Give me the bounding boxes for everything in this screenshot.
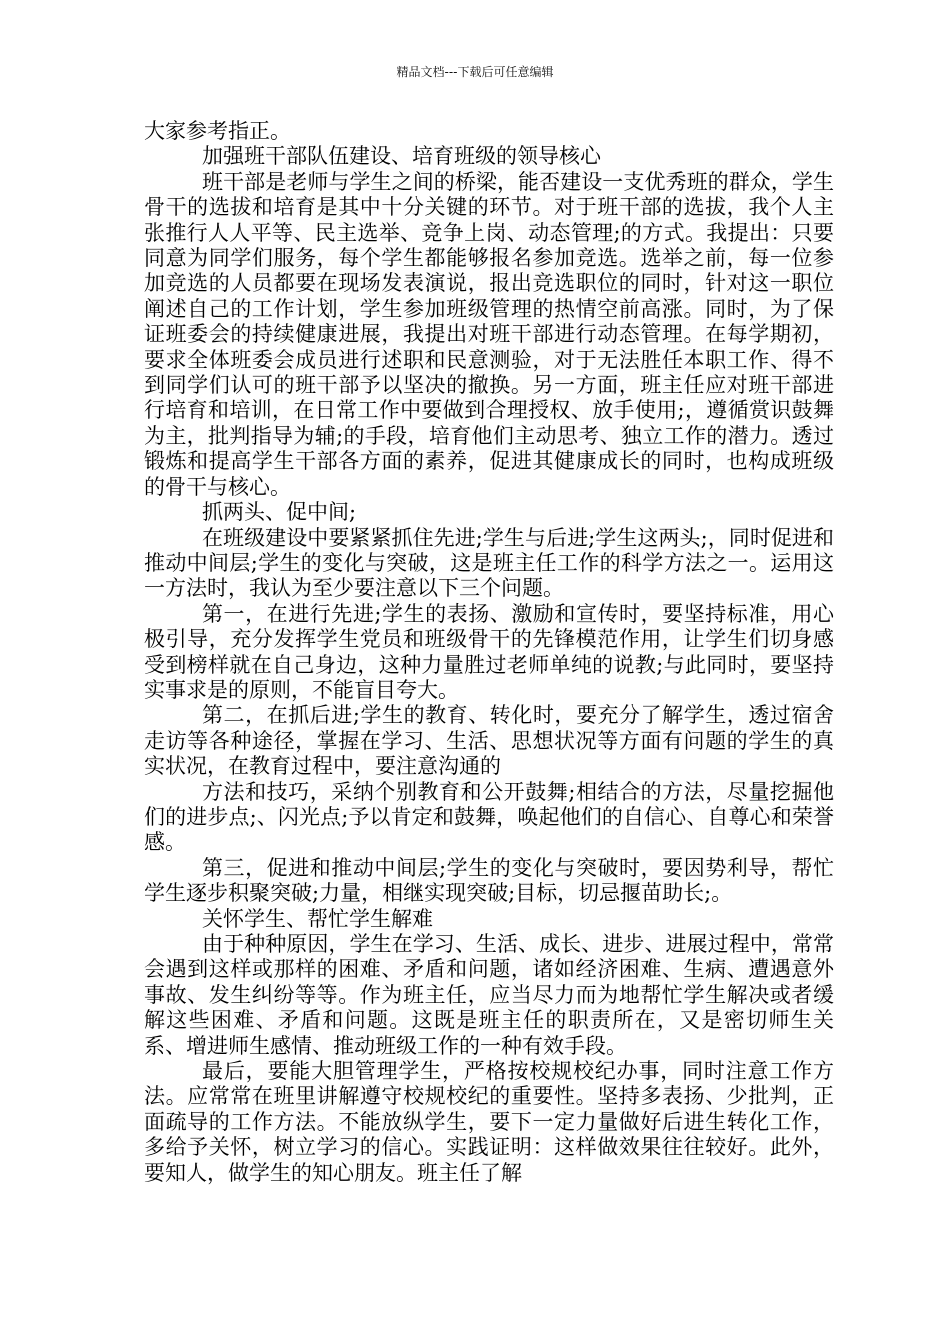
section-heading-care-students: 关怀学生、帮忙学生解难 (202, 906, 433, 931)
paragraph-care-students: 由于种种原因，学生在学习、生活、成长、进步、进展过程中，常常会遇到这样或那样的困难、矛盾和问题，诸如经济困难、生病、遭遇意外事故、发生纠纷等等。作为班主任，应当尽力而为地帮忙学生解决或者缓解这些困难、矛盾和问题。这既是班主任的职责所在，又是密切师生关系、增进师生感情、推动班级工作的一种有效手段。 (144, 932, 834, 1058)
section-heading-class-cadre: 加强班干部队伍建设、培育班级的领导核心 (202, 144, 601, 169)
section-heading-both-ends: 抓两头、促中间; (202, 500, 357, 525)
paragraph-both-ends: 在班级建设中要紧紧抓住先进;学生与后进;学生这两头;，同时促进和推动中间层;学生的变化与突破，这是班主任工作的科学方法之一。运用这一方法时，我认为至少要注意以下三个问题。 (144, 525, 834, 601)
paragraph-class-cadre: 班干部是老师与学生之间的桥梁，能否建设一支优秀班的群众，学生骨干的选拔和培育是其中十分关键的环节。对于班干部的选拔，我个人主张推行人人平等、民主选举、竞争上岗、动态管理;的方式。我提出：只要同意为同学们服务，每个学生都能够报名参加竞选。选举之前，每一位参加竞选的人员都要在现场发表演说，报出竞选职位的同时，针对这一职位阐述自己的工作计划，学生参加班级管理的热情空前高涨。同时，为了保证班委会的持续健康进展，我提出对班干部进行动态管理。在每学期初，要求全体班委会成员进行述职和民意测验，对于无法胜任本职工作、得不到同学们认可的班干部予以坚决的撤换。另一方面，班主任应对班干部进行培育和培训，在日常工作中要做到合理授权、放手使用;，遵循赏识鼓舞为主，批判指导为辅;的手段，培育他们主动思考、独立工作的潜力。透过锻炼和提高学生干部各方面的素养，促进其健康成长的同时，也构成班级的骨干与核心。 (144, 169, 834, 499)
document-body (144, 119, 834, 1186)
paragraph-second-point-continued: 方法和技巧，采纳个别教育和公开鼓舞;相结合的方法，尽量挖掘他们的进步点;、闪光点;予以肯定和鼓舞，唤起他们的自信心、自尊心和荣誉感。 (144, 779, 834, 855)
paragraph-closing-line: 大家参考指正。 (144, 119, 291, 143)
page-header: 精品文档---下载后可任意编辑 (396, 65, 554, 79)
paragraph-second-point: 第二，在抓后进;学生的教育、转化时，要充分了解学生，透过宿舍走访等各种途径，掌握在学习、生活、思想状况等方面有问题的学生的真实状况，在教育过程中，要注意沟通的 (144, 703, 834, 779)
paragraph-third-point: 第三，促进和推动中间层;学生的变化与突破时，要因势利导，帮忙学生逐步积聚突破;力量，相继实现突破;目标，切忌揠苗助长;。 (144, 855, 834, 906)
paragraph-first-point: 第一，在进行先进;学生的表扬、激励和宣传时，要坚持标准，用心极引导，充分发挥学生党员和班级骨干的先锋模范作用，让学生们切身感受到榜样就在自己身边，这种力量胜过老师单纯的说教;与此同时，要坚持实事求是的原则，不能盲目夸大。 (144, 601, 834, 702)
paragraph-final-point: 最后，要能大胆管理学生，严格按校规校纪办事，同时注意工作方法。应常常在班里讲解遵守校规校纪的重要性。坚持多表扬、少批判，正面疏导的工作方法。不能放纵学生，要下一定力量做好后进生转化工作，多给予关怀，树立学习的信心。实践证明：这样做效果往往较好。此外，要知人，做学生的知心朋友。班主任了解 (144, 1059, 834, 1185)
